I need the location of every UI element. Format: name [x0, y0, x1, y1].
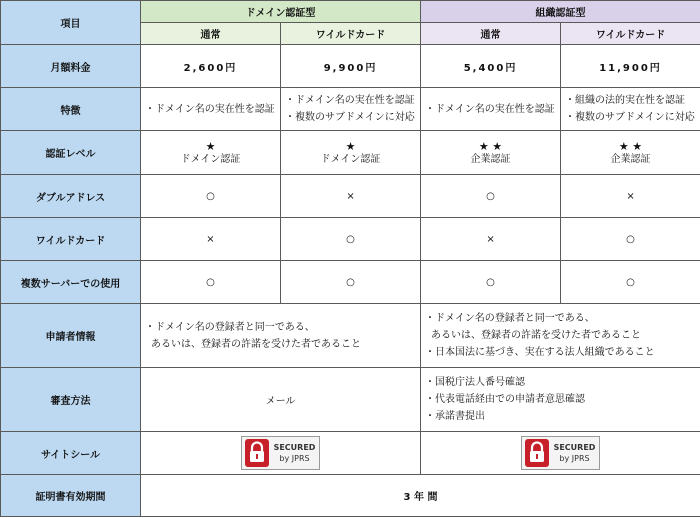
multi-server-ov-wildcard: ○	[561, 261, 700, 304]
row-label-features: 特徴	[1, 88, 141, 131]
level-dv-standard	[141, 131, 281, 175]
multi-server-dv-standard: ○	[141, 261, 281, 304]
seal-text-by-jprs: by JPRS	[279, 454, 310, 463]
level-ov-standard	[421, 131, 561, 175]
features-row	[1, 88, 700, 131]
dv-wildcard-header: ワイルドカード	[281, 23, 421, 45]
row-label-applicant: 申請者情報	[1, 304, 141, 368]
seal-text-secured: SECURED	[273, 443, 316, 452]
site-seal-dv	[141, 432, 421, 475]
seal-text-secured: SECURED	[553, 443, 596, 452]
site-seal-ov	[421, 432, 700, 475]
wildcard-row	[1, 218, 700, 261]
double-address-row	[1, 175, 700, 218]
applicant-line: あるいは、登録者の許諾を受けた者であること	[431, 330, 642, 341]
row-label-multi-server: 複数サーバーでの使用	[1, 261, 141, 304]
review-line: ・承諾書提出	[425, 411, 486, 422]
features-ov-wildcard	[561, 88, 700, 131]
level-text: 企業認証	[610, 153, 651, 165]
level-row	[1, 131, 700, 175]
features-dv-standard	[141, 88, 281, 131]
feature-line: ・組織の法的実在性を認証	[565, 95, 686, 106]
level-stars: ★	[345, 139, 356, 153]
ov-standard-header: 通常	[421, 23, 561, 45]
site-seal-row	[1, 432, 700, 475]
multi-server-ov-standard: ○	[421, 261, 561, 304]
level-stars: ★ ★	[478, 139, 503, 153]
row-label-review: 審査方法	[1, 368, 141, 432]
row-label-price: 月額料金	[1, 45, 141, 88]
feature-line: ・ドメイン名の実在性を認証	[285, 95, 415, 106]
price-ov-wildcard: 11,900円	[561, 45, 700, 88]
applicant-ov	[421, 304, 700, 368]
row-label-double-address: ダブルアドレス	[1, 175, 141, 218]
validity-row	[1, 475, 700, 517]
ov-wildcard-header: ワイルドカード	[561, 23, 700, 45]
wildcard-ov-standard: ×	[421, 218, 561, 261]
review-row	[1, 368, 700, 432]
wildcard-dv-standard: ×	[141, 218, 281, 261]
row-label-validity: 証明書有効期間	[1, 475, 141, 517]
row-label-level: 認証レベル	[1, 131, 141, 175]
row-label-wildcard: ワイルドカード	[1, 218, 141, 261]
level-dv-wildcard	[281, 131, 421, 175]
double-address-dv-wildcard: ×	[281, 175, 421, 218]
price-dv-standard: 2,600円	[141, 45, 281, 88]
feature-line: ・ドメイン名の実在性を認証	[425, 103, 555, 115]
level-ov-wildcard	[561, 131, 700, 175]
level-text: ドメイン認証	[320, 153, 381, 165]
feature-line: ・複数のサブドメインに対応	[285, 112, 415, 123]
organization-validation-header: 組織認証型	[421, 1, 700, 23]
level-stars: ★	[205, 139, 216, 153]
review-dv: メール	[141, 368, 421, 432]
dv-standard-header: 通常	[141, 23, 281, 45]
padlock-icon	[524, 438, 550, 468]
applicant-row	[1, 304, 700, 368]
features-dv-wildcard	[281, 88, 421, 131]
validity-value: 3 年 間	[141, 475, 700, 517]
row-label-site-seal: サイトシール	[1, 432, 141, 475]
double-address-ov-standard: ○	[421, 175, 561, 218]
level-text: 企業認証	[470, 153, 511, 165]
domain-validation-header: ドメイン認証型	[141, 1, 421, 23]
multi-server-row	[1, 261, 700, 304]
level-stars: ★ ★	[618, 139, 643, 153]
applicant-line: ・ドメイン名の登録者と同一である、	[425, 313, 595, 324]
applicant-line: ・日本国法に基づき、実在する法人組織であること	[425, 347, 655, 358]
wildcard-dv-wildcard: ○	[281, 218, 421, 261]
double-address-dv-standard: ○	[141, 175, 281, 218]
jprs-site-seal	[521, 436, 601, 470]
level-text: ドメイン認証	[180, 153, 241, 165]
feature-line: ・複数のサブドメインに対応	[565, 112, 695, 123]
price-dv-wildcard: 9,900円	[281, 45, 421, 88]
double-address-ov-wildcard: ×	[561, 175, 700, 218]
features-ov-standard	[421, 88, 561, 131]
review-line: ・国税庁法人番号確認	[425, 377, 526, 388]
review-line: ・代表電話経由での申請者意思確認	[425, 394, 586, 405]
price-ov-standard: 5,400円	[421, 45, 561, 88]
padlock-icon	[244, 438, 270, 468]
applicant-dv	[141, 304, 421, 368]
jprs-site-seal	[241, 436, 321, 470]
price-row	[1, 45, 700, 88]
review-ov	[421, 368, 700, 432]
applicant-line: ・ドメイン名の登録者と同一である、	[145, 321, 315, 333]
seal-text-by-jprs: by JPRS	[559, 454, 590, 463]
corner-header: 項目	[1, 1, 141, 45]
feature-line: ・ドメイン名の実在性を認証	[145, 103, 275, 115]
multi-server-dv-wildcard: ○	[281, 261, 421, 304]
wildcard-ov-wildcard: ○	[561, 218, 700, 261]
applicant-line: あるいは、登録者の許諾を受けた者であること	[151, 338, 361, 350]
